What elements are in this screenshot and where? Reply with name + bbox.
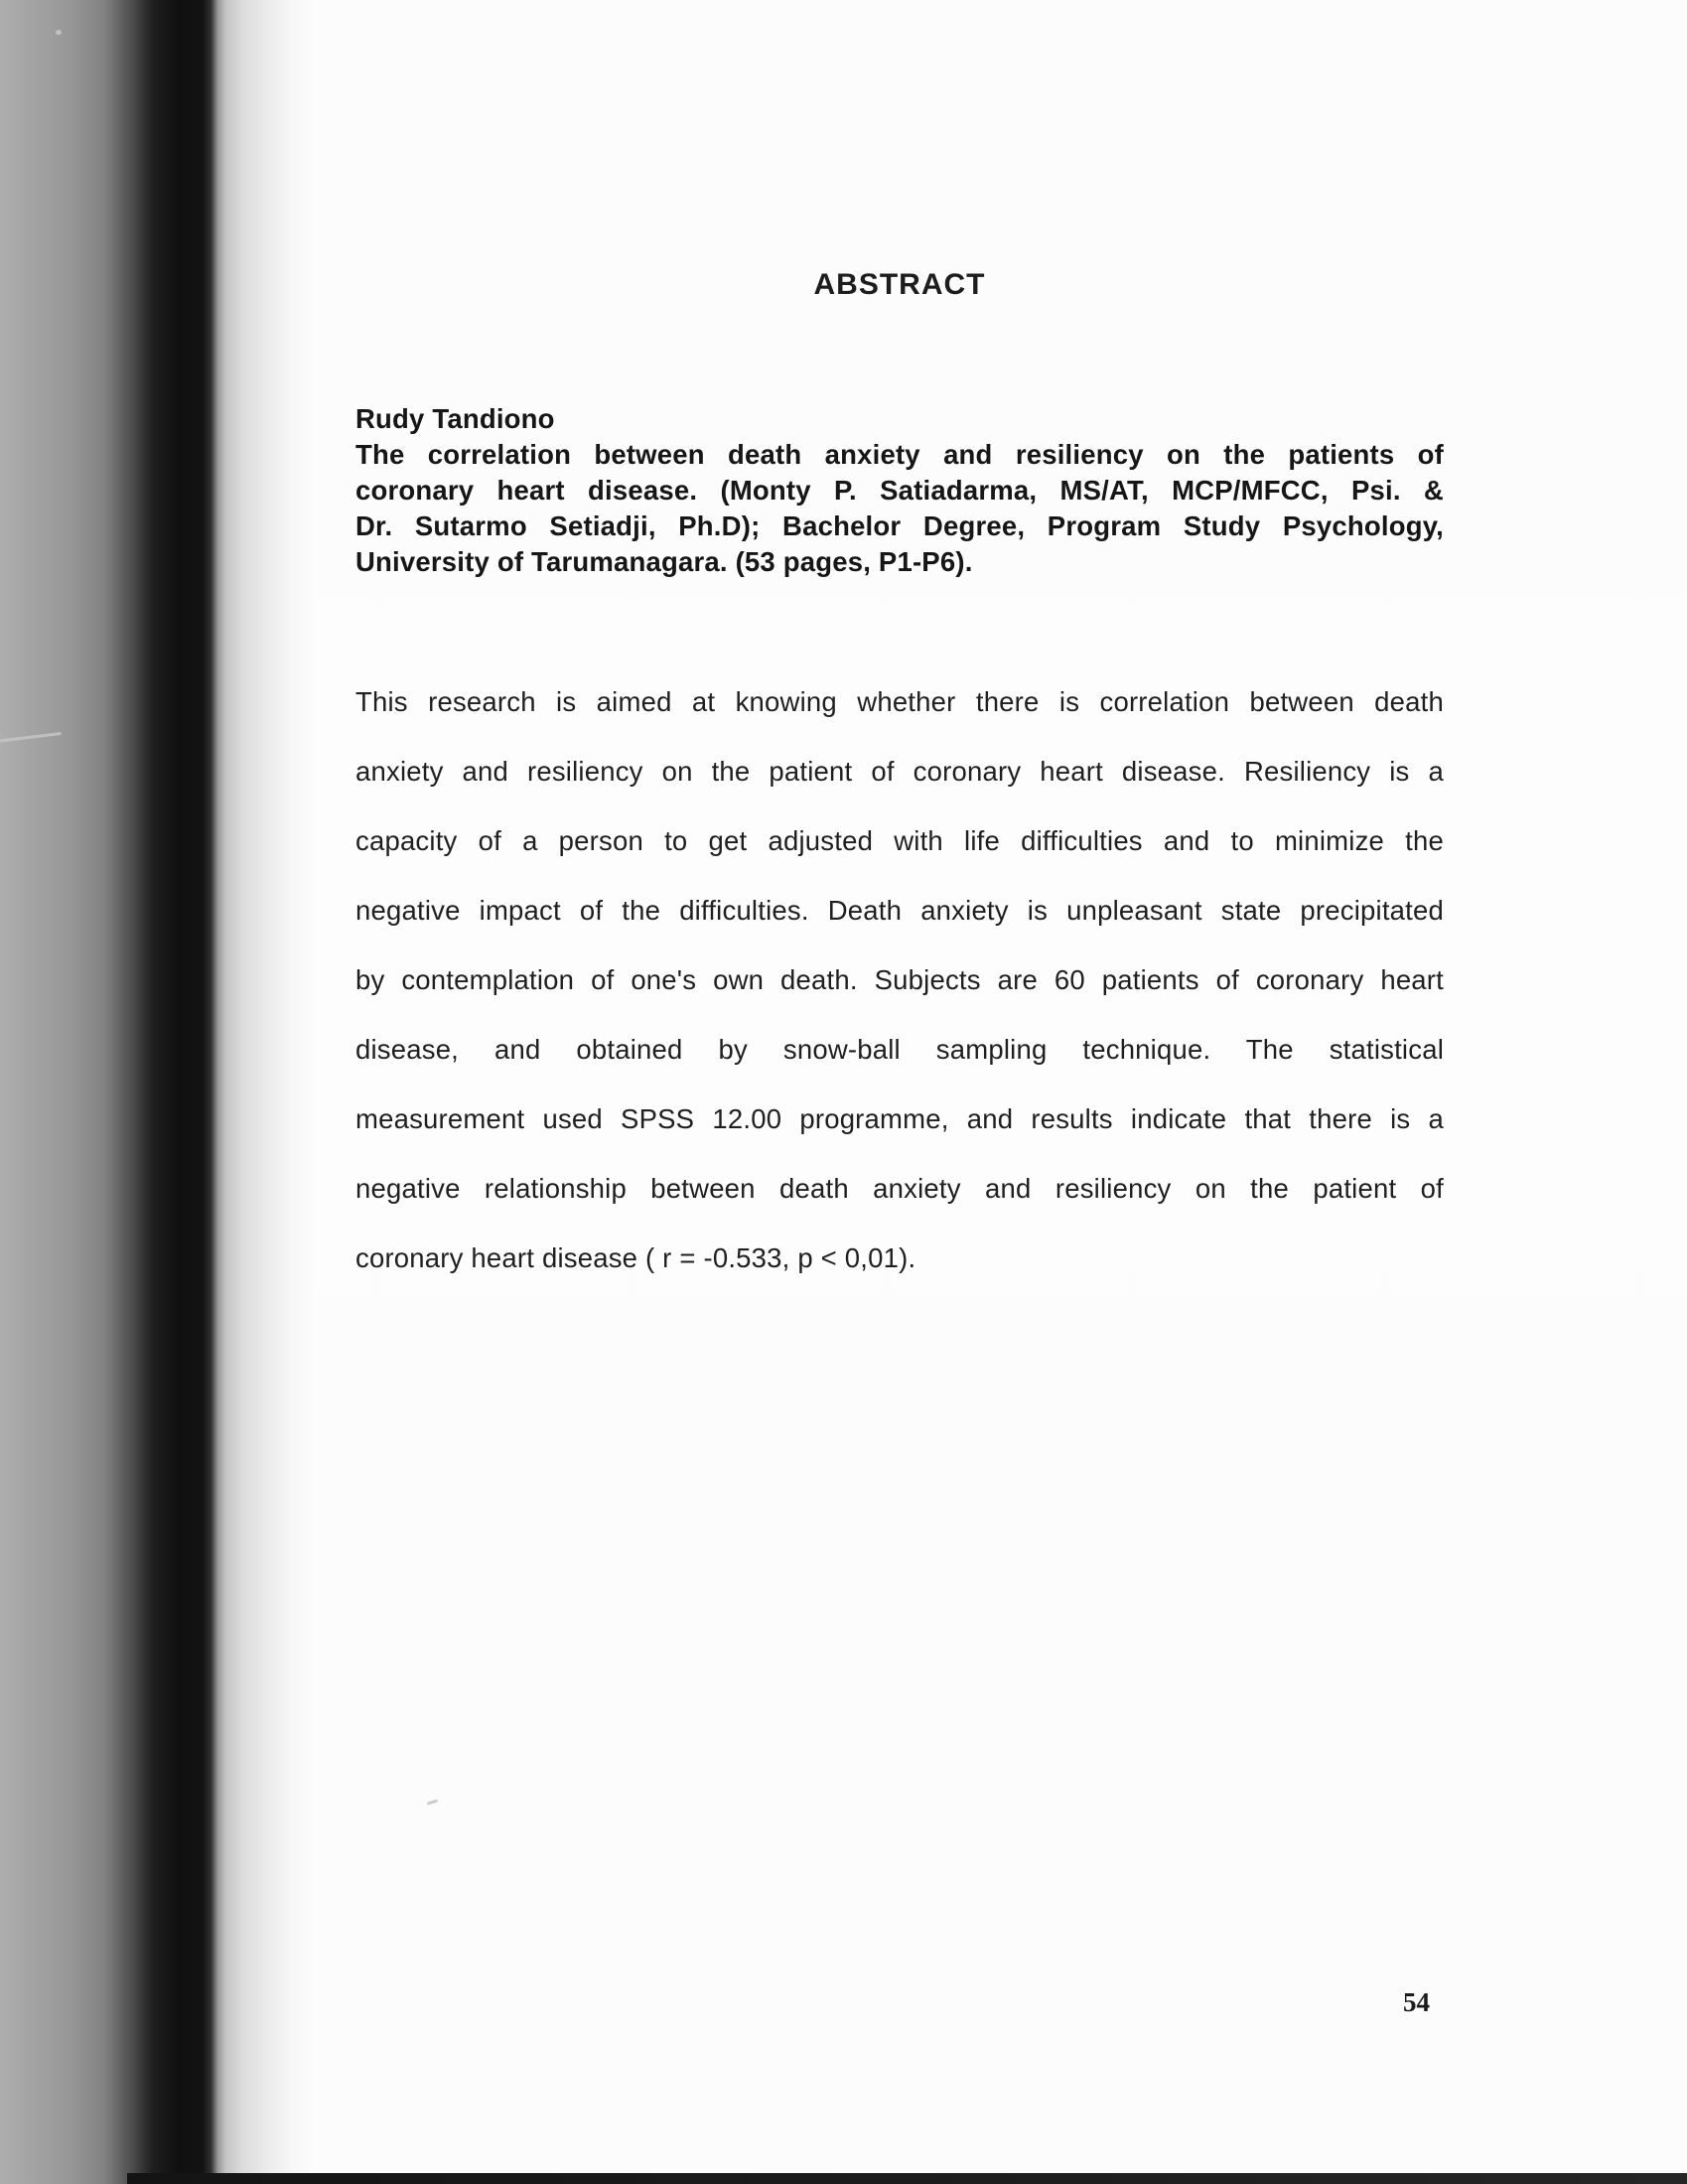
citation-line: coronary heart disease. (Monty P. Satiadarma, MS/AT, MCP/MFCC, Psi. &: [355, 475, 1444, 506]
abstract-line: This research is aimed at knowing whether there is correlation between death: [355, 686, 1444, 717]
scan-bottom-edge: [127, 2173, 1687, 2184]
scan-artifact-dot: [56, 30, 62, 35]
abstract-line: anxiety and resiliency on the patient of coronary heart disease. Resiliency is a: [355, 756, 1444, 787]
page-number: 54: [1403, 1987, 1430, 2017]
abstract-line: capacity of a person to get adjusted with life difficulties and to minimize the: [355, 825, 1444, 856]
abstract-line: by contemplation of one's own death. Subjects are 60 patients of coronary heart: [355, 964, 1444, 995]
citation-line: University of Tarumanagara. (53 pages, P1-P6).: [355, 546, 973, 577]
scan-binding-shadow: [0, 0, 318, 2184]
abstract-body: [355, 667, 1444, 1293]
author-name: Rudy Tandiono: [355, 403, 555, 434]
abstract-line: measurement used SPSS 12.00 programme, and results indicate that there is a: [355, 1103, 1444, 1134]
abstract-line: negative relationship between death anxiety and resiliency on the patient of: [355, 1173, 1444, 1204]
abstract-line: disease, and obtained by snow-ball sampling technique. The statistical: [355, 1034, 1444, 1065]
abstract-line: negative impact of the difficulties. Death anxiety is unpleasant state precipitated: [355, 895, 1444, 926]
citation-line: Dr. Sutarmo Setiadji, Ph.D); Bachelor Degree, Program Study Psychology,: [355, 510, 1444, 541]
scan-artifact-dash: [427, 1799, 438, 1805]
abstract-line: coronary heart disease ( r = -0.533, p < 0,01).: [355, 1242, 916, 1273]
page-title: ABSTRACT: [813, 268, 986, 301]
citation-block: [355, 401, 1444, 580]
citation-line: The correlation between death anxiety and resiliency on the patients of: [355, 439, 1444, 470]
